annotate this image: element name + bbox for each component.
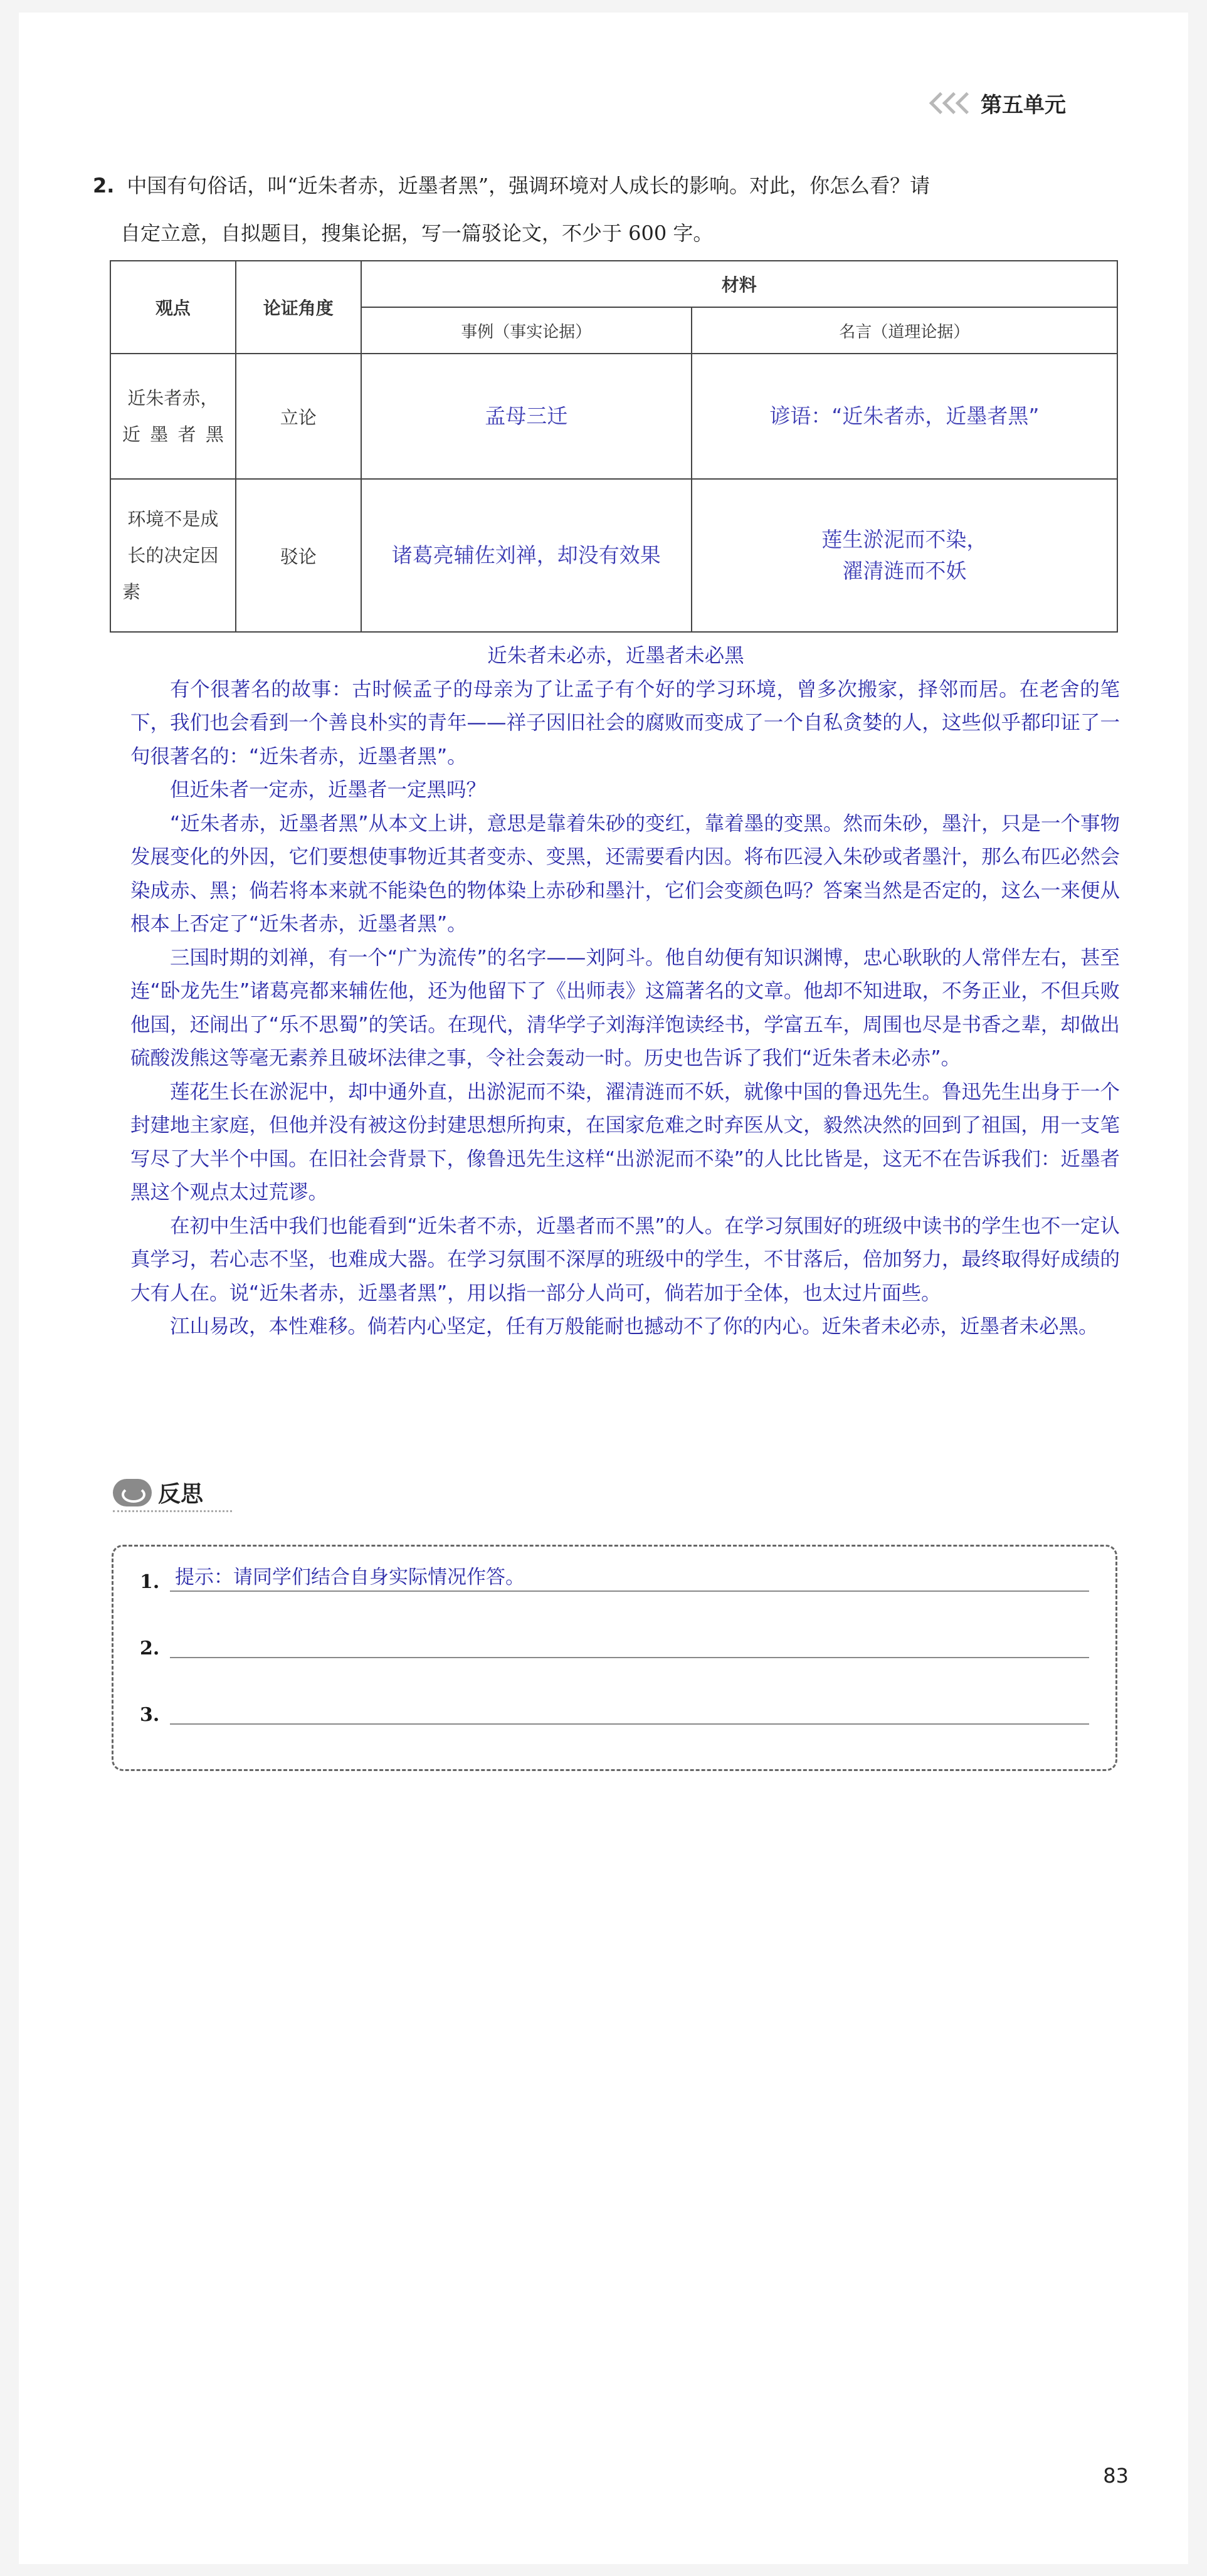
essay-paragraph: 莲花生长在淤泥中，却中通外直，出淤泥而不染，濯清涟而不妖，就像中国的鲁迅先生。鲁迅先生出身于一个封建地主家庭，但他并没有被这份封建思想所拘束，在国家危难之时弃医从文，毅然决然的回到了祖国，用一支笔写尽了大半个中国。在旧社会背景下，像鲁迅先生这样“出淤泥而不染”的人比比皆是，这无不在告诉我们：近墨者黑这个观点太过荒谬。	[130, 1080, 1120, 1204]
question-number: 2.	[93, 174, 115, 197]
question-line-2: 自定立意，自拟题目，搜集论据，写一篇驳论文，不少于 600 字。	[120, 221, 714, 245]
answer-line[interactable]	[170, 1657, 1089, 1658]
answer-line[interactable]	[170, 1590, 1089, 1592]
reflection-row	[140, 1559, 1089, 1597]
row-2-quote-line-2: 濯清涟而不妖	[842, 559, 967, 583]
essay-paragraph: 有个很著名的故事：古时候孟子的母亲为了让孟子有个好的学习环境，曾多次搬家，择邻而居。在老舍的笔下，我们也会看到一个善良朴实的青年——祥子因旧社会的腐败而变成了一个自私贪婪的人，这些似乎都印证了一句很著名的：“近朱者赤，近墨者黑”。	[130, 678, 1120, 768]
row-2-fact: 诸葛亮辅佐刘禅，却没有效果	[361, 479, 692, 632]
essay-answer	[130, 639, 1120, 1344]
essay-title: 近朱者未必赤，近墨者未必黑	[487, 644, 744, 667]
reflection-number: 3.	[140, 1704, 160, 1726]
row-2-view: 环境不是成长的决定因素	[110, 479, 236, 632]
question-prompt	[93, 162, 1121, 257]
reflection-answer: 提示：请同学们结合自身实际情况作答。	[175, 1566, 525, 1589]
table-row	[110, 354, 1117, 479]
reflection-title: 反思	[158, 1481, 204, 1507]
row-1-quote-text: 谚语：“近朱者赤，近墨者黑”	[769, 404, 1040, 428]
row-2-angle: 驳论	[236, 479, 361, 632]
divider	[113, 1510, 232, 1512]
reflection-number: 1.	[140, 1571, 160, 1593]
reflection-number: 2.	[140, 1638, 160, 1659]
row-2-quote	[692, 479, 1117, 632]
unit-title: 第五单元	[981, 93, 1066, 118]
reflection-row	[140, 1626, 1089, 1663]
unit-header	[932, 88, 1066, 118]
row-1-quote	[692, 354, 1117, 479]
answer-line[interactable]	[170, 1723, 1089, 1725]
row-1-fact: 孟母三迁	[361, 354, 692, 479]
essay-paragraph: 三国时期的刘禅，有一个“广为流传”的名字——刘阿斗。他自幼便有知识渊博，忠心耿耿的人常伴左右，甚至连“卧龙先生”诸葛亮都来辅佐他，还为他留下了《出师表》这篇著名的文章。他却不知进取，不务正业，不但兵败他国，还闹出了“乐不思蜀”的笑话。在现代，清华学子刘海洋饱读经书，学富五车，周围也尽是书香之辈，却做出硫酸泼熊这等毫无素养且破坏法律之事，令社会轰动一时。历史也告诉了我们“近朱者未必赤”。	[130, 946, 1120, 1070]
reflection-header	[113, 1476, 203, 1508]
page-number: 83	[1103, 2464, 1129, 2488]
row-2-quote-line-1: 莲生淤泥而不染，	[821, 527, 988, 552]
argument-table	[110, 260, 1118, 633]
header-angle: 论证角度	[236, 261, 361, 354]
essay-paragraph: 但近朱者一定赤，近墨者一定黑吗？	[170, 779, 487, 801]
header-quote: 名言（道理论据）	[692, 307, 1117, 354]
table-row	[110, 479, 1117, 632]
reflection-icon	[113, 1479, 152, 1506]
reflection-box	[112, 1545, 1117, 1771]
header-view: 观点	[110, 261, 236, 354]
reflection-row	[140, 1692, 1089, 1730]
essay-paragraph: “近朱者赤，近墨者黑”从本文上讲，意思是靠着朱砂的变红，靠着墨的变黑。然而朱砂，墨汁，只是一个事物发展变化的外因，它们要想使事物近其者变赤、变黑，还需要看内因。将布匹浸入朱砂或者墨汁，那么布匹必然会染成赤、黑；倘若将本来就不能染色的物体染上赤砂和墨汁，它们会变颜色吗？答案当然是否定的，这么一来便从根本上否定了“近朱者赤，近墨者黑”。	[130, 812, 1120, 935]
header-material: 材料	[361, 261, 1117, 307]
essay-paragraph: 江山易改，本性难移。倘若内心坚定，任有万般能耐也撼动不了你的内心。近朱者未必赤，近墨者未必黑。	[170, 1315, 1099, 1338]
row-1-angle: 立论	[236, 354, 361, 479]
workbook-page	[19, 13, 1188, 2564]
header-fact: 事例（事实论据）	[361, 307, 692, 354]
row-1-view: 近朱者赤，近墨者黑	[110, 354, 236, 479]
essay-paragraph: 在初中生活中我们也能看到“近朱者不赤，近墨者而不黑”的人。在学习氛围好的班级中读书的学生也不一定认真学习，若心志不坚，也难成大器。在学习氛围不深厚的班级中的学生，不甘落后，倍加努力，最终取得好成绩的大有人在。说“近朱者赤，近墨者黑”，用以指一部分人尚可，倘若加于全体，也太过片面些。	[130, 1214, 1120, 1305]
question-line-1: 中国有句俗话，叫“近朱者赤，近墨者黑”，强调环境对人成长的影响。对此，你怎么看？请	[127, 174, 930, 197]
chevron-left-icon	[932, 95, 972, 111]
